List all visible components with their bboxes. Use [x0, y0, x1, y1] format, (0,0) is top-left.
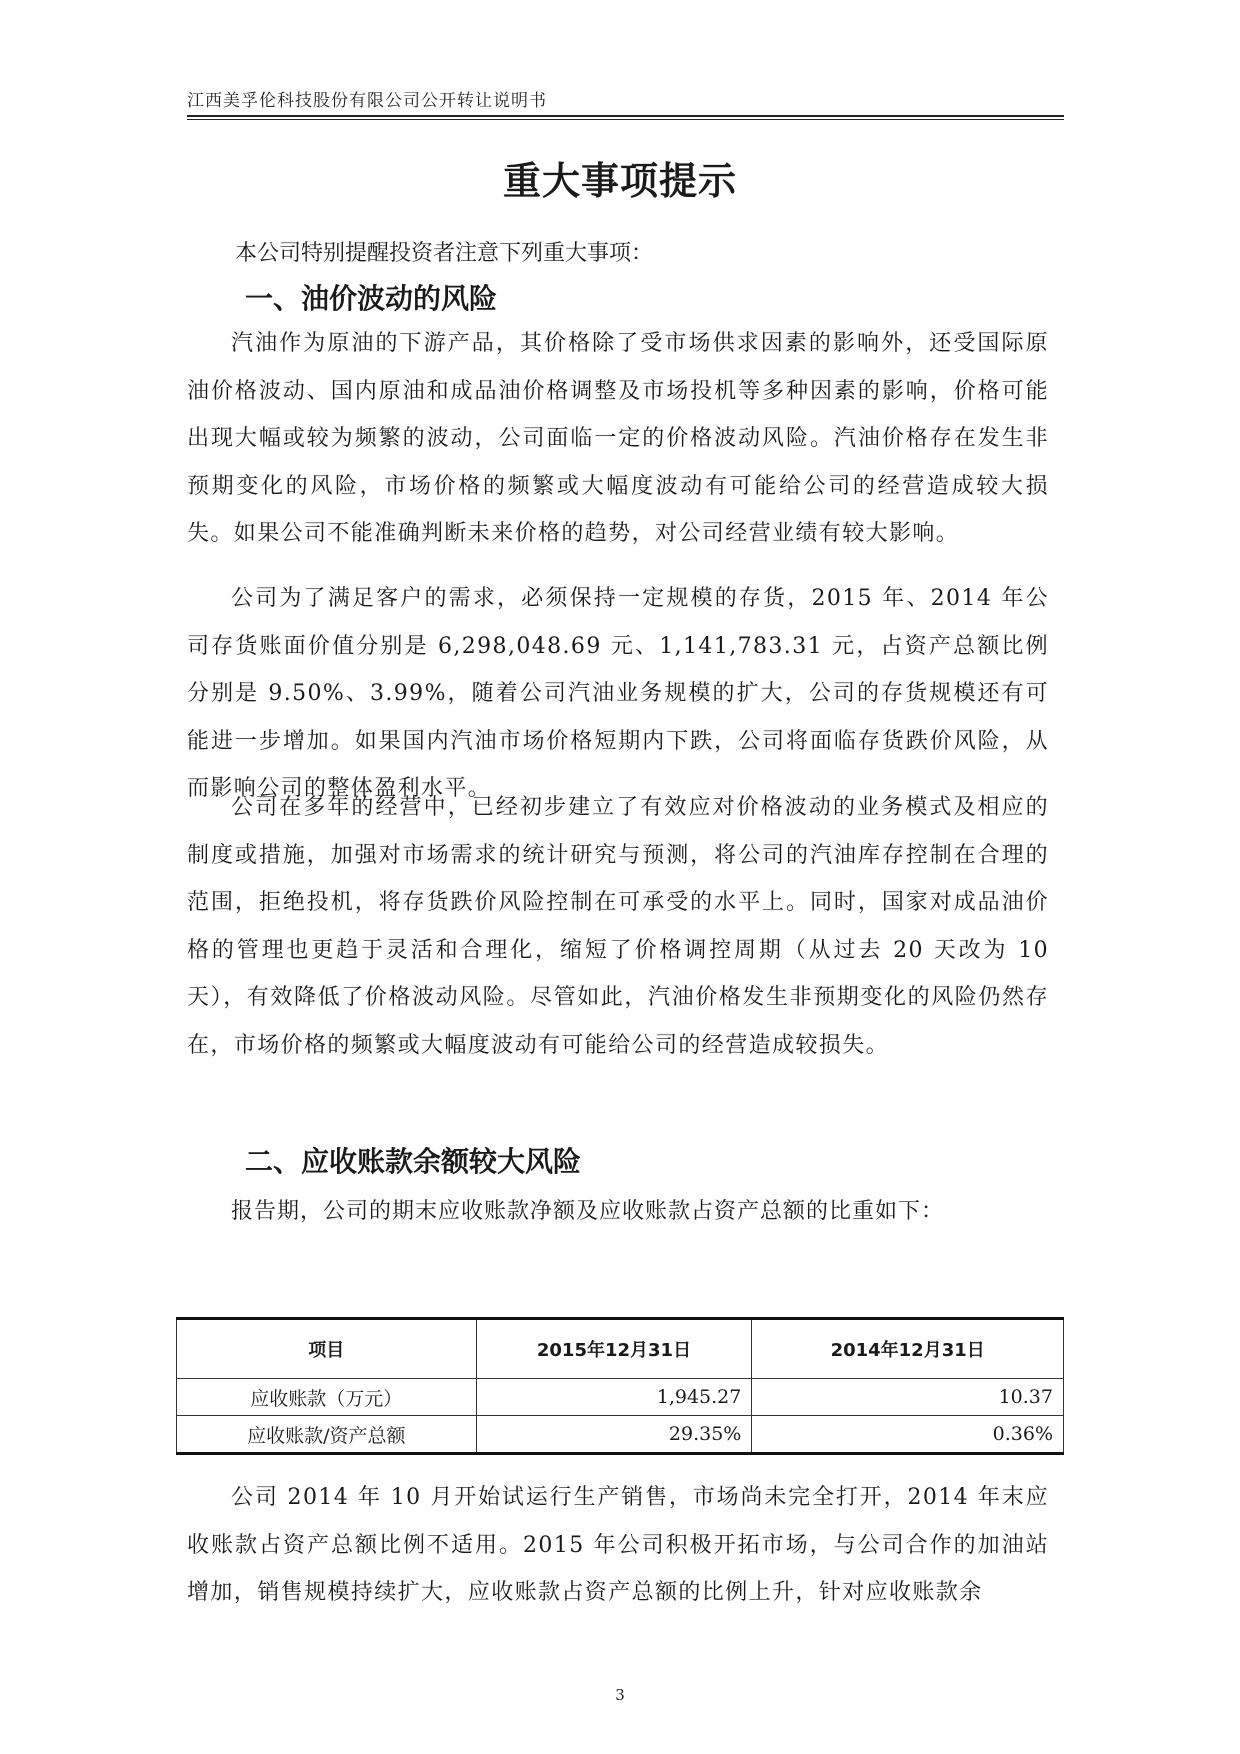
page-number: 3	[615, 1686, 625, 1704]
table-cell: 29.35%	[476, 1416, 752, 1454]
section-heading-oil-price: 一、油价波动的风险	[245, 282, 498, 315]
table-row	[177, 1416, 1064, 1454]
table-header-row	[177, 1319, 1064, 1379]
table-cell: 1,945.27	[476, 1379, 752, 1416]
table-row	[177, 1379, 1064, 1416]
table-header-cell: 项目	[177, 1319, 477, 1379]
paragraph: 公司为了满足客户的需求，必须保持一定规模的存货，2015 年、2014 年公司存货账面价值分别是 6,298,048.69 元、1,141,783.31 元，占资产总额比例分别是 9.50%、3.99%，随着公司汽油业务规模的扩大，公司的存货规模还有可能进一步增加。如果国内汽油市场价格短期内下跌，公司将面临存货跌价风险，从而影响公司的整体盈利水平。	[187, 586, 1049, 802]
table-header-cell: 2014年12月31日	[752, 1319, 1064, 1379]
header-rule	[187, 115, 1064, 117]
page-title: 重大事项提示	[502, 159, 737, 203]
header-rule-thin	[187, 119, 1064, 120]
table-cell: 应收账款（万元）	[177, 1379, 477, 1416]
receivables-table	[176, 1317, 1064, 1455]
table-header-cell: 2015年12月31日	[476, 1319, 752, 1379]
section-heading-receivables: 二、应收账款余额较大风险	[245, 1145, 582, 1178]
intro-text: 本公司特别提醒投资者注意下列重大事项：	[235, 241, 654, 266]
paragraph: 公司 2014 年 10 月开始试运行生产销售，市场尚未完全打开，2014 年末应收账款占资产总额比例不适用。2015 年公司积极开拓市场，与公司合作的加油站增加，销售规模持续扩大，应收账款占资产总额的比例上升，针对应收账款余	[187, 1485, 1049, 1606]
table-cell: 应收账款/资产总额	[177, 1416, 477, 1454]
table-cell: 10.37	[752, 1379, 1064, 1416]
paragraph: 公司在多年的经营中，已经初步建立了有效应对价格波动的业务模式及相应的制度或措施，加强对市场需求的统计研究与预测，将公司的汽油库存控制在合理的范围，拒绝投机，将存货跌价风险控制在可承受的水平上。同时，国家对成品油价格的管理也更趋于灵活和合理化，缩短了价格调控周期（从过去 20 天改为 10 天），有效降低了价格波动风险。尽管如此，汽油价格发生非预期变化的风险仍然存在，市场价格的频繁或大幅度波动有可能给公司的经营造成较损失。	[187, 795, 1049, 1058]
document-header: 江西美孚伦科技股份有限公司公开转让说明书	[187, 91, 547, 111]
paragraph: 汽油作为原油的下游产品，其价格除了受市场供求因素的影响外，还受国际原油价格波动、国内原油和成品油价格调整及市场投机等多种因素的影响，价格可能出现大幅或较为频繁的波动，公司面临一定的价格波动风险。汽油价格存在发生非预期变化的风险，市场价格的频繁或大幅度波动有可能给公司的经营造成较大损失。如果公司不能准确判断未来价格的趋势，对公司经营业绩有较大影响。	[187, 331, 1049, 547]
table-cell: 0.36%	[752, 1416, 1064, 1454]
paragraph: 报告期，公司的期末应收账款净额及应收账款占资产总额的比重如下：	[231, 1199, 945, 1224]
